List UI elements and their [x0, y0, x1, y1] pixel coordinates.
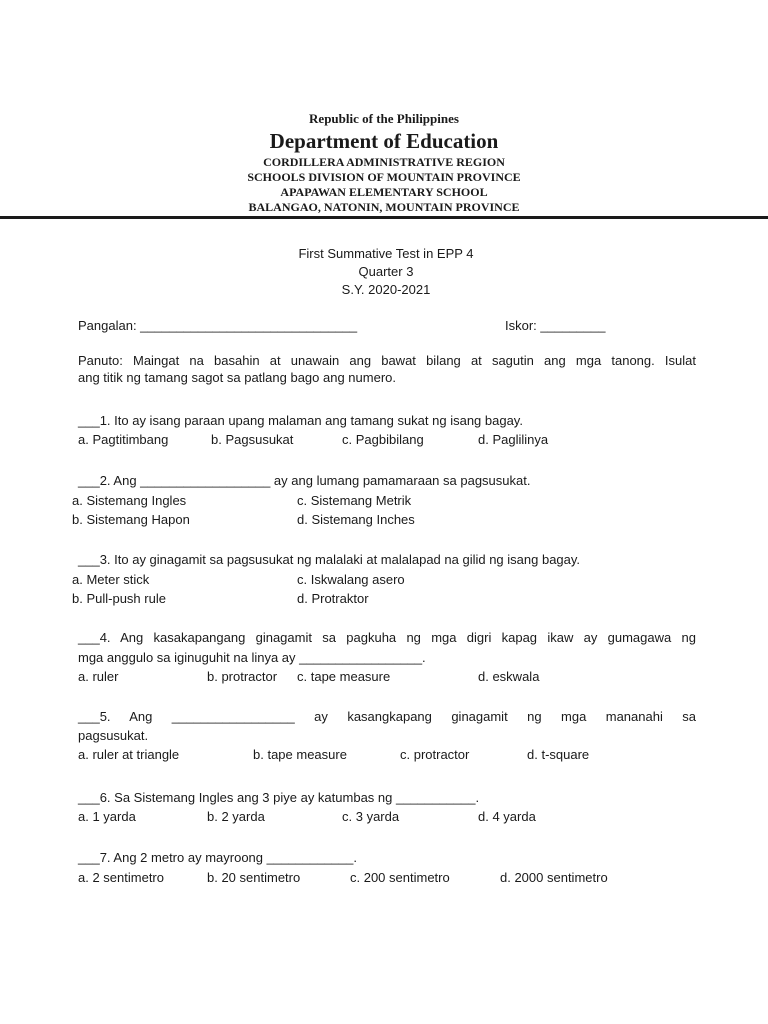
choice-d: d. Paglilinya [478, 432, 549, 447]
choice-a: a. Pagtitimbang [78, 432, 169, 447]
choice-a: a. ruler [78, 669, 119, 684]
question-text-line-2: pagsusukat. [78, 728, 149, 743]
question-text-line-1: ___5. Ang _________________ ay kasangkapang ginagamit ng mga mananahi sa [78, 709, 696, 724]
choice-a: a. 2 sentimetro [78, 870, 164, 885]
choice-b: b. Pagsusukat [211, 432, 294, 447]
question-text-line-2: mga anggulo sa iginuguhit na linya ay _________________. [78, 650, 426, 665]
choice-c: c. tape measure [297, 669, 391, 684]
republic-line: Republic of the Philippines [309, 111, 459, 126]
region-line: CORDILLERA ADMINISTRATIVE REGION [263, 155, 505, 169]
choice-a: a. Sistemang Ingles [72, 493, 187, 508]
choice-b: b. Pull-push rule [72, 591, 166, 606]
test-quarter: Quarter 3 [358, 264, 414, 279]
choice-c: c. Sistemang Metrik [297, 493, 412, 508]
choice-b: b. 20 sentimetro [207, 870, 301, 885]
instructions-line-1: Panuto: Maingat na basahin at unawain ang bawat bilang at sagutin ang mga tanong. Isulat [78, 353, 696, 368]
choice-b: b. protractor [207, 669, 278, 684]
choice-c: c. protractor [400, 747, 470, 762]
department-title: Department of Education [269, 129, 499, 153]
school-line: APAPAWAN ELEMENTARY SCHOOL [280, 185, 488, 199]
instructions-line-2: ang titik ng tamang sagot sa patlang bago ang numero. [78, 370, 396, 385]
question-text: ___2. Ang __________________ ay ang lumang pamamaraan sa pagsusukat. [78, 473, 531, 488]
choice-b: b. Sistemang Hapon [72, 512, 190, 527]
address-line: BALANGAO, NATONIN, MOUNTAIN PROVINCE [248, 200, 520, 214]
question-text: ___6. Sa Sistemang Ingles ang 3 piye ay katumbas ng ___________. [78, 790, 480, 805]
question-text-line-1: ___4. Ang kasakapangang ginagamit sa pagkuha ng mga digri kapag ikaw ay gumagawa ng [78, 630, 696, 645]
choice-d: d. Sistemang Inches [297, 512, 415, 527]
choice-b: b. 2 yarda [207, 809, 265, 824]
division-line: SCHOOLS DIVISION OF MOUNTAIN PROVINCE [247, 170, 521, 184]
question-text: ___7. Ang 2 metro ay mayroong ____________. [78, 850, 357, 865]
choice-a: a. ruler at triangle [78, 747, 180, 762]
choice-b: b. tape measure [253, 747, 347, 762]
test-school-year: S.Y. 2020-2021 [341, 282, 431, 297]
instructions [78, 353, 696, 385]
name-field: Pangalan: ______________________________ [78, 318, 358, 333]
choice-d: d. 4 yarda [478, 809, 536, 824]
choice-a: a. 1 yarda [78, 809, 136, 824]
choice-c: c. 200 sentimetro [350, 870, 450, 885]
question-text: ___3. Ito ay ginagamit sa pagsusukat ng malalaki at malalapad na gilid ng isang bagay. [78, 552, 581, 567]
choice-d: d. Protraktor [297, 591, 369, 606]
header-divider [0, 216, 768, 219]
choice-c: c. Pagbibilang [342, 432, 424, 447]
choice-c: c. 3 yarda [342, 809, 400, 824]
score-field: Iskor: _________ [505, 318, 606, 333]
choice-d: d. eskwala [478, 669, 540, 684]
choice-a: a. Meter stick [72, 572, 150, 587]
choice-c: c. Iskwalang asero [297, 572, 405, 587]
choice-d: d. t-square [527, 747, 590, 762]
test-title: First Summative Test in EPP 4 [298, 246, 474, 261]
question-text: ___1. Ito ay isang paraan upang malaman ang tamang sukat ng isang bagay. [78, 413, 523, 428]
choice-d: d. 2000 sentimetro [500, 870, 608, 885]
